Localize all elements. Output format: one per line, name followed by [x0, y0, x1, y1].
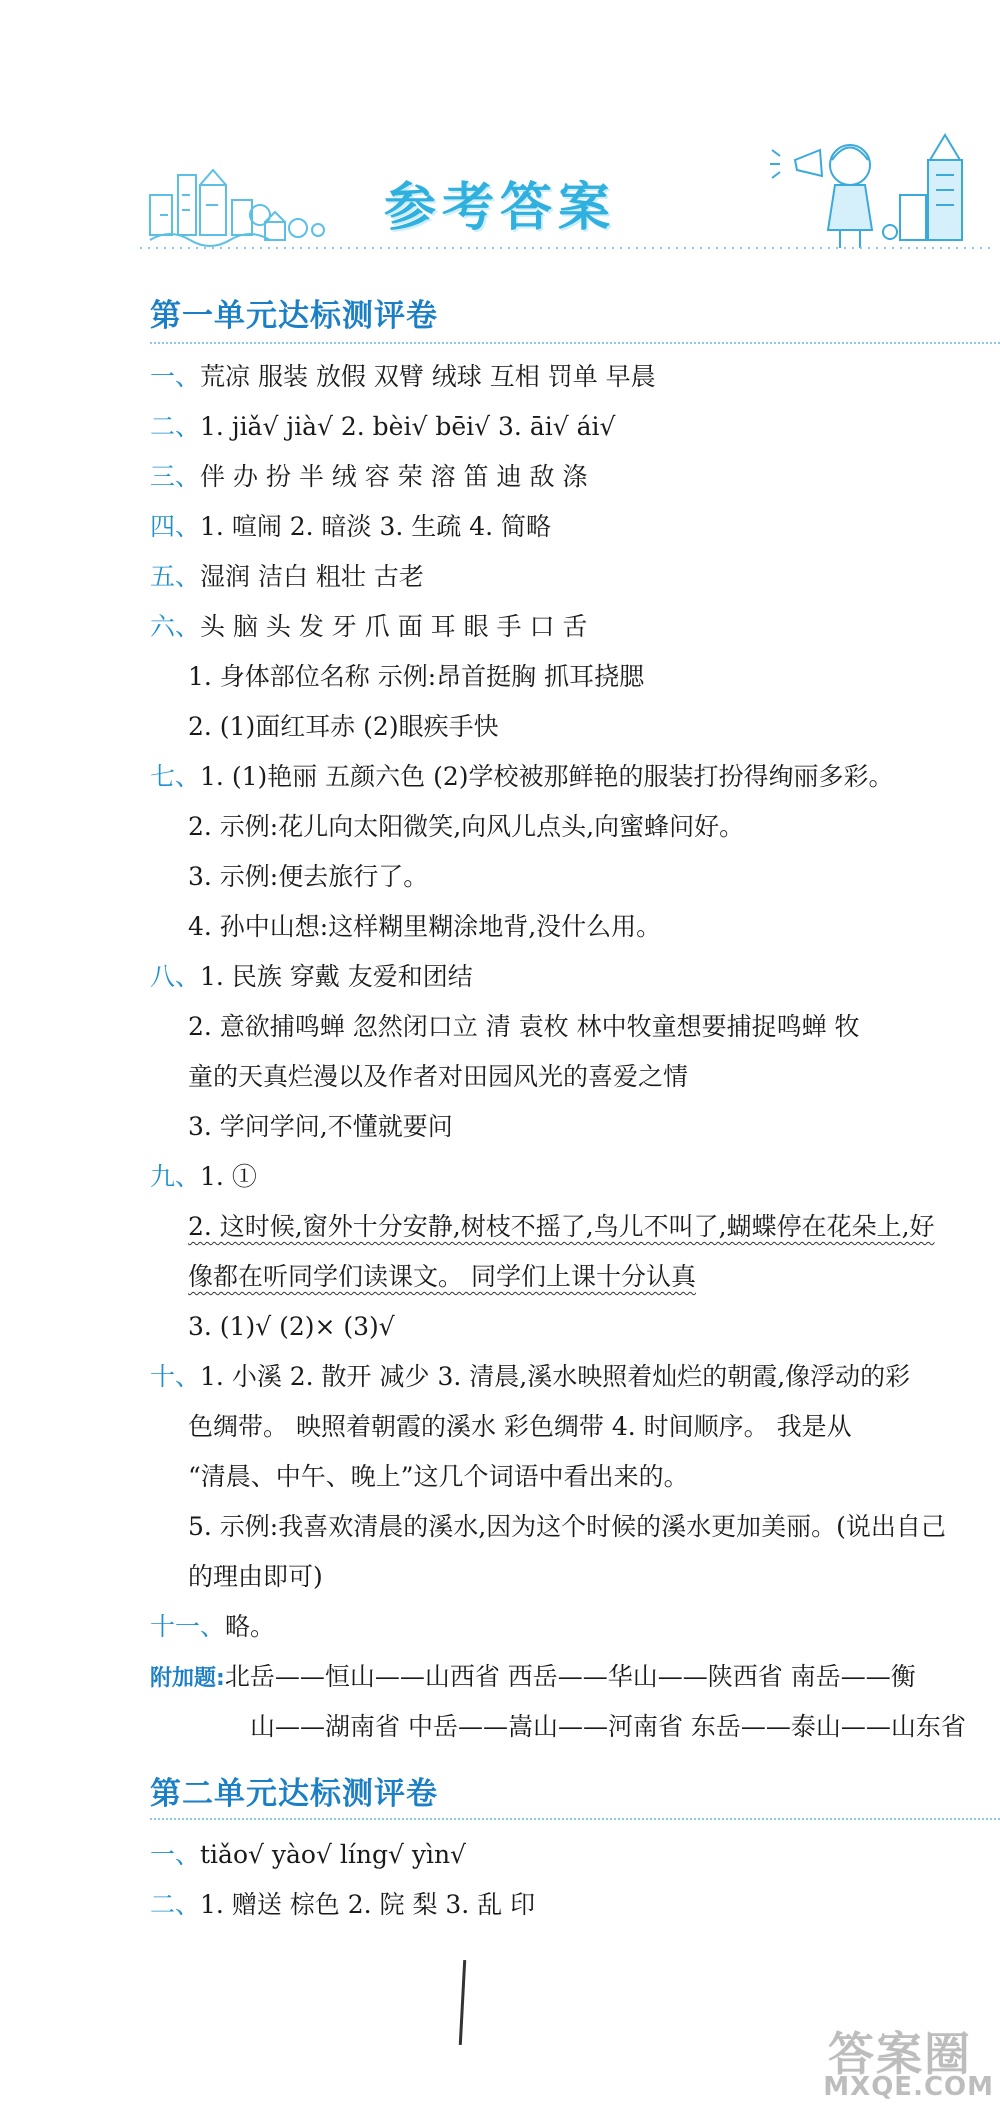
answer-line: 色绸带。 映照着朝霞的溪水 彩色绸带 4. 时间顺序。 我是从: [188, 1412, 852, 1441]
answer-line: 5. 示例:我喜欢清晨的溪水,因为这个时候的溪水更加美丽。(说出自己: [188, 1512, 946, 1541]
answer-line: 的理由即可): [188, 1562, 323, 1591]
answer-line: 像都在听同学们读课文。 同学们上课十分认真: [188, 1262, 696, 1291]
page-title: 参考答案: [383, 178, 616, 238]
answer-line: 十、1. 小溪 2. 散开 减少 3. 清晨,溪水映照着灿烂的朝霞,像浮动的彩: [150, 1362, 911, 1391]
section-1-heading: 第一单元达标测评卷: [150, 298, 438, 334]
answer-line: 五、湿润 洁白 粗壮 古老: [150, 562, 424, 591]
answer-line: 3. 示例:便去旅行了。: [188, 862, 429, 891]
answer-line: 2. 这时候,窗外十分安静,树枝不摇了,鸟儿不叫了,蝴蝶停在花朵上,好: [188, 1212, 935, 1241]
watermark-top: 答案圈: [828, 2027, 972, 2081]
answer-line: “清晨、中午、晚上”这几个词语中看出来的。: [188, 1462, 689, 1491]
answer-line: 童的天真烂漫以及作者对田园风光的喜爱之情: [188, 1062, 689, 1091]
page-mark: [459, 1960, 466, 2045]
section-1-rule: [150, 342, 1000, 344]
answer-line: 3. (1)√ (2)× (3)√: [188, 1312, 395, 1341]
bonus-line: 附加题:北岳——恒山——山西省 西岳——华山——陕西省 南岳——衡: [150, 1662, 916, 1691]
answer-line: 二、1. jiǎ√ jià√ 2. bèi√ bēi√ 3. āi√ ái√: [150, 412, 616, 441]
answer-line: 3. 学问学问,不懂就要问: [188, 1112, 453, 1141]
watermark-bottom: MXQE.COM: [823, 2072, 994, 2102]
answer-line: 十一、略。: [150, 1612, 276, 1641]
answer-line: 一、荒凉 服装 放假 双臂 绒球 互相 罚单 早晨: [150, 362, 656, 391]
answer-line: 一、tiǎo√ yào√ líng√ yìn√: [150, 1840, 466, 1869]
section-2-heading: 第二单元达标测评卷: [150, 1776, 438, 1812]
answer-line: 2. 示例:花儿向太阳微笑,向风儿点头,向蜜蜂问好。: [188, 812, 745, 841]
answer-line: 九、1. ①: [150, 1162, 257, 1191]
answer-line: 1. 身体部位名称 示例:昂首挺胸 抓耳挠腮: [188, 662, 645, 691]
answer-line: 2. (1)面红耳赤 (2)眼疾手快: [188, 712, 499, 741]
answer-line: 八、1. 民族 穿戴 友爱和团结: [150, 962, 473, 991]
answer-line: 四、1. 喧闹 2. 暗淡 3. 生疏 4. 简略: [150, 512, 552, 541]
banner: [0, 0, 1000, 280]
answer-line: 二、1. 赠送 棕色 2. 院 梨 3. 乱 印: [150, 1890, 536, 1919]
answer-line: 4. 孙中山想:这样糊里糊涂地背,没什么用。: [188, 912, 662, 941]
answer-line: 七、1. (1)艳丽 五颜六色 (2)学校被那鲜艳的服装打扮得绚丽多彩。: [150, 762, 894, 791]
answer-line: 2. 意欲捕鸣蝉 忽然闭口立 清 袁枚 林中牧童想要捕捉鸣蝉 牧: [188, 1012, 860, 1041]
answer-line: 三、伴 办 扮 半 绒 容 荣 溶 笛 迪 敌 涤: [150, 462, 588, 491]
watermark: [805, 2010, 1000, 2104]
bonus-line: 山——湖南省 中岳——嵩山——河南省 东岳——泰山——山东省: [250, 1712, 966, 1741]
section-2-rule: [150, 1818, 1000, 1820]
answer-line: 六、头 脑 头 发 牙 爪 面 耳 眼 手 口 舌: [150, 612, 588, 641]
